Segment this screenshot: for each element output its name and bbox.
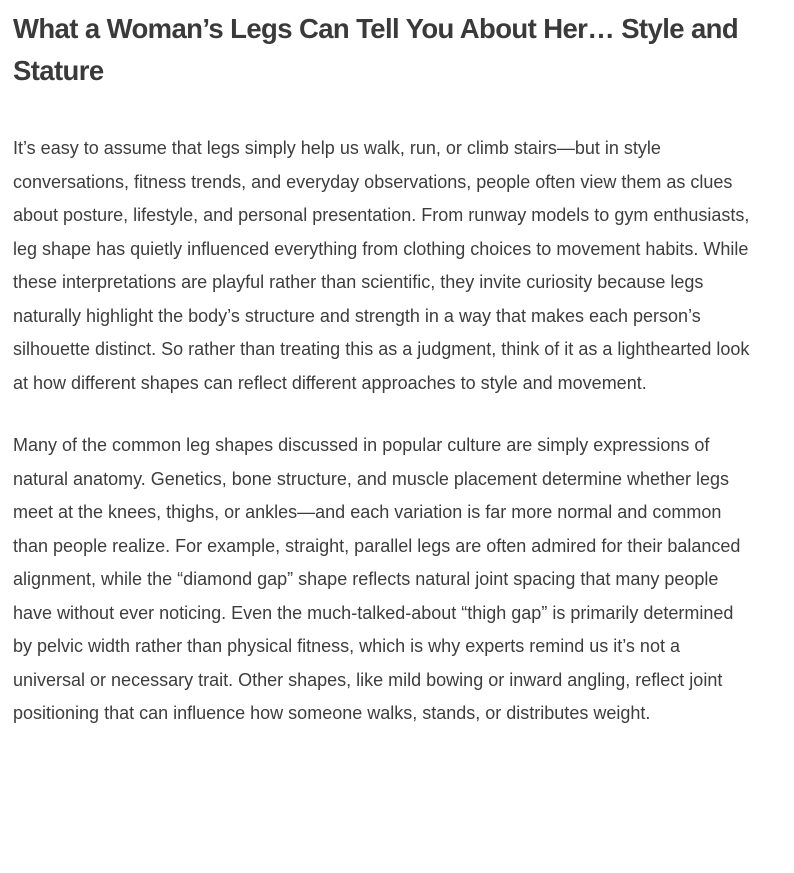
article-paragraph-2: Many of the common leg shapes discussed in popular culture are simply expressions of natural anatomy. Genetics, bone structure, and muscle placement determine whether legs meet at the knees, thighs, or ankles—and each variation is far more normal and common than people realize. For example, straight, parallel legs are often admired for their balanced alignment, while the “diamond gap” shape reflects natural joint spacing that many people have without ever noticing. Even the much-talked-about “thigh gap” is primarily determined by pelvic width rather than physical fitness, which is why experts remind us it’s not a universal or necessary trait. Other shapes, like mild bowing or inward angling, reflect joint positioning that can influence how someone walks, stands, or distributes weight. [13, 435, 741, 723]
article-paragraph-1: It’s easy to assume that legs simply help us walk, run, or climb stairs—but in style conversations, fitness trends, and everyday observations, people often view them as clues about posture, lifestyle, and personal presentation. From runway models to gym enthusiasts, leg shape has quietly influenced everything from clothing choices to movement habits. While these interpretations are playful rather than scientific, they invite curiosity because legs naturally highlight the body’s structure and strength in a way that makes each person’s silhouette distinct. So rather than treating this as a judgment, think of it as a lighthearted look at how different shapes can reflect different approaches to style and movement. [13, 138, 750, 393]
article-title: What a Woman’s Legs Can Tell You About Her… Style and Stature [13, 13, 739, 86]
